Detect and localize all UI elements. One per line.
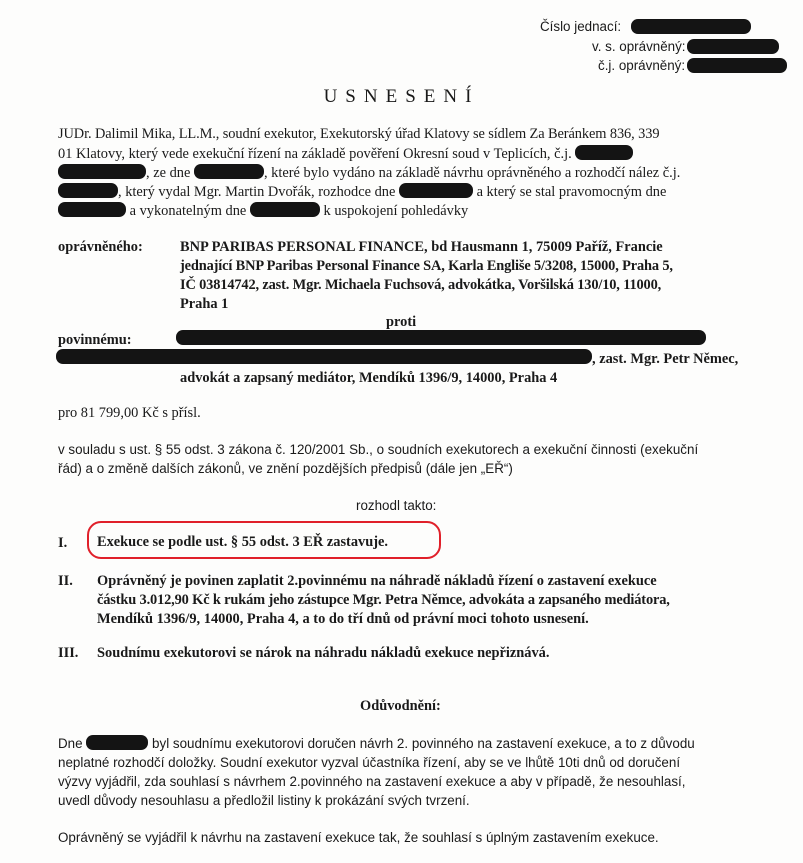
reasoning-p1-line-2: neplatné rozhodčí doložky. Soudní exekutor vyzval účastníka řízení, aby se ve lhůtě 10ti dnů od doručení bbox=[58, 755, 681, 770]
reasoning-heading: Odůvodnění: bbox=[360, 698, 441, 714]
law-line-1: v souladu s ust. § 55 odst. 3 zákona č. 120/2001 Sb., o soudních exekutorech a exekuční činnosti (exekuční bbox=[58, 442, 699, 457]
debtor-line-2: , zast. Mgr. Petr Němec, bbox=[592, 351, 739, 367]
law-line-2: řád) a o změně dalších zákonů, ve znění pozdějších předpisů (dále jen „EŘ“) bbox=[58, 461, 513, 476]
cj-label: č.j. oprávněný: bbox=[598, 58, 686, 73]
intro-line-1: JUDr. Dalimil Mika, LL.M., soudní exekutor, Exekutorský úřad Klatovy se sídlem Za Beránkem 836, 339 bbox=[58, 126, 660, 142]
intro-line-5: a vykonatelným dne k uspokojení pohledávky bbox=[58, 202, 468, 220]
redacted-cj bbox=[687, 58, 787, 73]
document-title: USNESENÍ bbox=[323, 86, 480, 107]
verdict-2-line-2: částku 3.012,90 Kč k rukám jeho zástupce Mgr. Petra Němce, advokáta a zapsaného mediátora, bbox=[97, 592, 670, 608]
creditor-line-1: BNP PARIBAS PERSONAL FINANCE, bd Hausmann 1, 75009 Paříž, Francie bbox=[180, 239, 663, 255]
intro-line-4: , který vydal Mgr. Martin Dvořák, rozhodce dne a který se stal pravomocným dne bbox=[58, 183, 666, 201]
verdict-1-text: Exekuce se podle ust. § 55 odst. 3 EŘ zastavuje. bbox=[97, 534, 389, 550]
verdict-3-text: Soudnímu exekutorovi se nárok na náhradu nákladů exekuce nepřiznává. bbox=[97, 645, 550, 661]
reasoning-p1-line-3: výzvy vyjádřil, zda souhlasí s návrhem 2.povinného na zastavení exekuce a aby v případě, že nesouhlasí, bbox=[58, 774, 686, 789]
verdict-3-num: III. bbox=[58, 645, 79, 661]
creditor-line-3: IČ 03814742, zast. Mgr. Michaela Fuchsová, advokátka, Voršilská 130/10, 11000, bbox=[180, 277, 662, 293]
redacted-debtor bbox=[176, 330, 706, 345]
intro-line-2: 01 Klatovy, který vede exekuční řízení na základě pověření Okresní soud v Teplicích, č.j. bbox=[58, 145, 633, 163]
verdict-1-num: I. bbox=[58, 535, 68, 551]
debtor-line-3: advokát a zapsaný mediátor, Mendíků 1396/9, 14000, Praha 4 bbox=[180, 370, 558, 386]
vs-label: v. s. oprávněný: bbox=[592, 39, 686, 54]
against-label: proti bbox=[386, 314, 417, 330]
redacted-case-number bbox=[631, 19, 751, 34]
reasoning-p1-line-1: Dne byl soudnímu exekutorovi doručen návrh 2. povinného na zastavení exekuce, a to z důvodu bbox=[58, 736, 695, 751]
creditor-label: oprávněného: bbox=[58, 239, 143, 255]
creditor-line-2: jednající BNP Paribas Personal Finance SA, Karla Engliše 5/3208, 15000, Praha 5, bbox=[180, 258, 673, 274]
redacted-debtor-address bbox=[56, 349, 592, 364]
verdict-2-line-1: Oprávněný je povinen zaplatit 2.povinnému na náhradě nákladů řízení o zastavení exekuce bbox=[97, 573, 657, 589]
debtor-label: povinnému: bbox=[58, 332, 132, 348]
claim-amount: pro 81 799,00 Kč s přísl. bbox=[58, 405, 201, 421]
intro-line-3: , ze dne , které bylo vydáno na základě návrhu oprávněného a rozhodčí nález č.j. bbox=[58, 164, 680, 182]
decided-label: rozhodl takto: bbox=[356, 498, 437, 513]
redacted-vs bbox=[687, 39, 779, 54]
case-number-label: Číslo jednací: bbox=[540, 19, 622, 34]
verdict-2-line-3: Mendíků 1396/9, 14000, Praha 4, a to do tří dnů od právní moci tohoto usnesení. bbox=[97, 611, 589, 627]
creditor-line-4: Praha 1 bbox=[180, 296, 229, 312]
reasoning-p1-line-4: uvedl důvody nesouhlasu a předložil listiny k prokázání svých tvrzení. bbox=[58, 793, 470, 808]
reasoning-p2: Oprávněný se vyjádřil k návrhu na zastavení exekuce tak, že souhlasí s úplným zastavením exekuce. bbox=[58, 830, 659, 845]
verdict-2-num: II. bbox=[58, 573, 73, 589]
